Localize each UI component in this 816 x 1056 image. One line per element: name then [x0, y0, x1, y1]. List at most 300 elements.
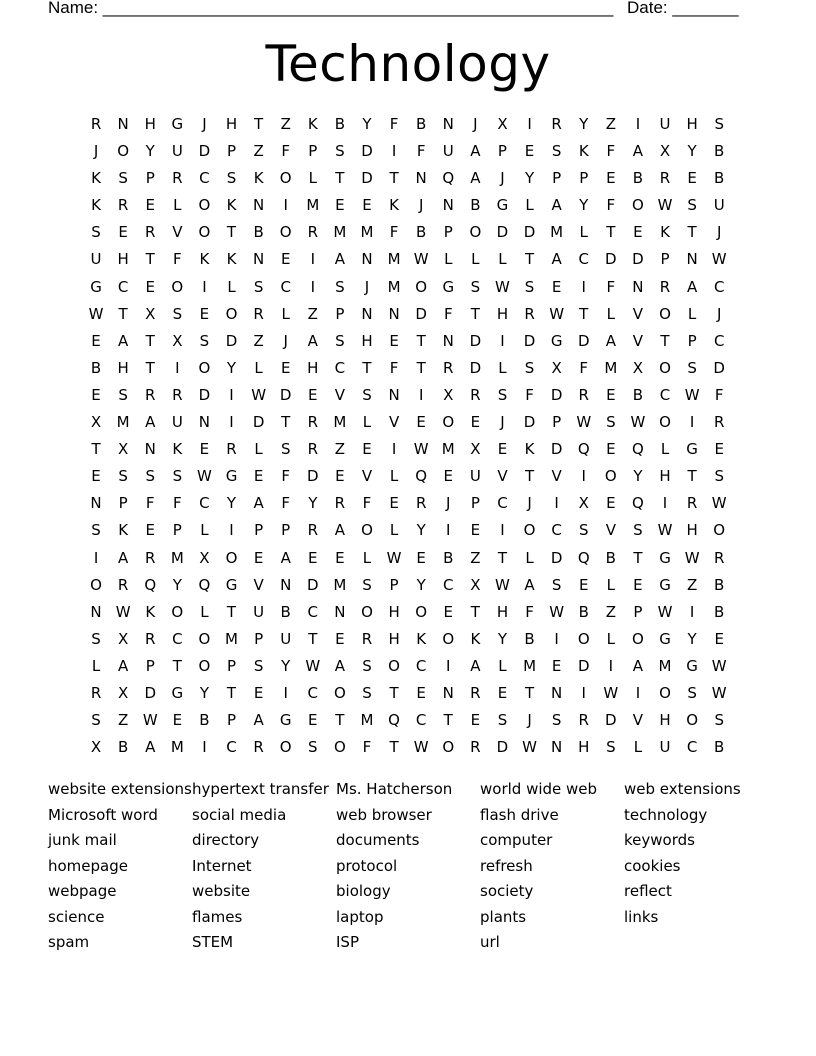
grid-letter[interactable]: N [361, 304, 374, 323]
grid-letter[interactable]: R [145, 223, 157, 242]
grid-letter[interactable]: F [389, 223, 400, 242]
grid-letter[interactable]: A [334, 250, 347, 269]
grid-letter[interactable]: I [229, 521, 235, 540]
grid-letter[interactable]: Y [416, 575, 427, 594]
grid-letter[interactable]: I [175, 358, 181, 377]
grid-letter[interactable]: D [550, 440, 564, 459]
grid-letter[interactable]: O [198, 656, 212, 675]
grid-letter[interactable]: D [144, 683, 158, 702]
grid-letter[interactable]: O [632, 196, 645, 215]
grid-letter[interactable]: W [657, 521, 674, 540]
grid-letter[interactable]: E [443, 602, 454, 621]
grid-letter[interactable]: L [200, 521, 210, 540]
grid-letter[interactable]: P [308, 142, 319, 161]
grid-letter[interactable]: J [283, 331, 289, 350]
grid-letter[interactable]: S [470, 277, 482, 296]
grid-letter[interactable]: O [333, 683, 347, 702]
grid-letter[interactable]: X [90, 738, 103, 757]
grid-letter[interactable]: L [362, 413, 373, 432]
grid-letter[interactable]: T [389, 738, 400, 757]
grid-letter[interactable]: J [500, 413, 506, 432]
grid-letter[interactable]: T [633, 548, 644, 567]
grid-letter[interactable]: L [606, 575, 616, 594]
grid-letter[interactable]: N [388, 304, 401, 323]
grid-letter[interactable]: N [442, 331, 455, 350]
grid-letter[interactable]: O [523, 521, 537, 540]
grid-letter[interactable]: E [335, 196, 346, 215]
grid-letter[interactable]: T [335, 169, 346, 188]
grid-letter[interactable]: C [226, 738, 238, 757]
grid-letter[interactable]: P [172, 521, 183, 540]
grid-letter[interactable]: D [415, 304, 428, 323]
grid-letter[interactable]: I [635, 683, 642, 702]
grid-letter[interactable]: H [578, 738, 591, 757]
grid-letter[interactable]: S [335, 142, 346, 161]
grid-letter[interactable]: T [226, 683, 238, 702]
grid-letter[interactable]: O [659, 683, 672, 702]
grid-letter[interactable]: O [198, 196, 212, 215]
grid-letter[interactable]: R [253, 304, 265, 323]
grid-letter[interactable]: P [443, 223, 454, 242]
grid-letter[interactable]: E [145, 277, 156, 296]
grid-letter[interactable]: E [308, 711, 319, 730]
grid-letter[interactable]: B [578, 602, 590, 621]
grid-letter[interactable]: O [198, 358, 212, 377]
grid-letter[interactable]: L [606, 629, 616, 648]
grid-letter[interactable]: O [361, 521, 374, 540]
grid-letter[interactable]: T [606, 223, 617, 242]
grid-letter[interactable]: S [687, 683, 698, 702]
grid-letter[interactable]: O [604, 467, 618, 486]
grid-letter[interactable]: V [605, 521, 617, 540]
grid-letter[interactable]: P [335, 304, 346, 323]
grid-letter[interactable]: R [145, 629, 157, 648]
grid-letter[interactable]: W [115, 602, 132, 621]
grid-letter[interactable]: S [687, 196, 698, 215]
grid-letter[interactable]: V [172, 223, 184, 242]
grid-letter[interactable]: K [524, 440, 536, 459]
grid-letter[interactable]: W [711, 656, 728, 675]
grid-letter[interactable]: G [686, 440, 699, 459]
grid-letter[interactable]: L [389, 467, 400, 486]
grid-letter[interactable]: N [388, 385, 401, 404]
grid-letter[interactable]: L [579, 223, 589, 242]
grid-letter[interactable]: M [333, 223, 348, 242]
grid-letter[interactable]: Q [632, 440, 645, 459]
grid-letter[interactable]: B [714, 602, 726, 621]
grid-letter[interactable]: O [171, 602, 185, 621]
grid-letter[interactable]: W [413, 250, 430, 269]
grid-letter[interactable]: W [576, 413, 593, 432]
grid-letter[interactable]: T [389, 683, 400, 702]
grid-letter[interactable]: B [334, 115, 347, 133]
grid-letter[interactable]: L [498, 656, 508, 675]
grid-letter[interactable]: M [170, 548, 185, 567]
grid-letter[interactable]: T [145, 358, 156, 377]
grid-letter[interactable]: E [524, 142, 536, 161]
grid-letter[interactable]: A [551, 196, 563, 215]
grid-letter[interactable]: E [253, 548, 265, 567]
grid-letter[interactable]: D [225, 331, 239, 350]
grid-letter[interactable]: E [443, 467, 454, 486]
grid-letter[interactable]: M [225, 629, 239, 648]
grid-letter[interactable]: J [500, 169, 506, 188]
grid-letter[interactable]: B [280, 602, 292, 621]
grid-letter[interactable]: K [253, 169, 265, 188]
grid-letter[interactable]: X [118, 683, 130, 702]
grid-letter[interactable]: R [659, 277, 672, 296]
grid-letter[interactable]: G [659, 629, 672, 648]
grid-letter[interactable]: S [714, 711, 725, 730]
grid-letter[interactable]: O [361, 602, 374, 621]
grid-letter[interactable]: R [117, 575, 130, 594]
grid-letter[interactable]: E [416, 548, 427, 567]
grid-letter[interactable]: E [389, 331, 400, 350]
grid-letter[interactable]: R [524, 304, 536, 323]
grid-letter[interactable]: E [606, 169, 617, 188]
grid-letter[interactable]: M [387, 277, 402, 296]
grid-letter[interactable]: B [253, 223, 265, 242]
grid-letter[interactable]: P [552, 413, 563, 432]
grid-letter[interactable]: S [362, 385, 373, 404]
grid-letter[interactable]: E [714, 629, 725, 648]
grid-letter[interactable]: D [632, 250, 645, 269]
grid-letter[interactable]: A [632, 142, 645, 161]
grid-letter[interactable]: M [360, 223, 375, 242]
grid-letter[interactable]: R [117, 196, 130, 215]
grid-letter[interactable]: J [93, 142, 100, 161]
grid-letter[interactable]: T [470, 304, 481, 323]
grid-letter[interactable]: I [581, 277, 587, 296]
grid-letter[interactable]: E [470, 521, 482, 540]
grid-letter[interactable]: B [443, 548, 455, 567]
grid-letter[interactable]: L [525, 548, 535, 567]
grid-letter[interactable]: W [711, 250, 728, 269]
grid-letter[interactable]: T [416, 358, 427, 377]
grid-letter[interactable]: N [415, 169, 428, 188]
grid-letter[interactable]: G [496, 196, 510, 215]
grid-letter[interactable]: O [171, 277, 185, 296]
grid-letter[interactable]: E [470, 413, 482, 432]
grid-letter[interactable]: M [550, 223, 565, 242]
grid-letter[interactable]: E [199, 304, 211, 323]
grid-letter[interactable]: B [714, 575, 726, 594]
grid-letter[interactable]: K [91, 169, 102, 188]
grid-letter[interactable]: A [145, 413, 157, 432]
grid-letter[interactable]: I [554, 629, 560, 648]
grid-letter[interactable]: Y [687, 142, 698, 161]
grid-letter[interactable]: F [173, 494, 183, 513]
grid-letter[interactable]: M [360, 711, 375, 730]
grid-letter[interactable]: E [497, 440, 509, 459]
grid-letter[interactable]: Z [253, 331, 265, 350]
grid-letter[interactable]: F [714, 385, 725, 404]
grid-letter[interactable]: R [226, 440, 238, 459]
grid-letter[interactable]: S [308, 738, 319, 757]
grid-letter[interactable]: T [362, 358, 373, 377]
grid-letter[interactable]: F [281, 494, 292, 513]
grid-letter[interactable]: N [686, 250, 699, 269]
grid-letter[interactable]: S [606, 738, 617, 757]
grid-letter[interactable]: X [118, 440, 130, 459]
grid-letter[interactable]: M [116, 413, 131, 432]
grid-letter[interactable]: W [522, 738, 538, 757]
grid-letter[interactable]: X [470, 440, 482, 459]
grid-letter[interactable]: O [577, 629, 591, 648]
grid-letter[interactable]: Z [686, 575, 699, 594]
grid-letter[interactable]: S [172, 304, 184, 323]
grid-letter[interactable]: O [279, 223, 293, 242]
grid-letter[interactable]: D [469, 358, 483, 377]
grid-letter[interactable]: X [497, 115, 509, 133]
grid-letter[interactable]: E [308, 548, 319, 567]
grid-letter[interactable]: W [684, 385, 701, 404]
grid-letter[interactable]: A [280, 548, 292, 567]
grid-letter[interactable]: L [525, 196, 535, 215]
grid-letter[interactable]: L [281, 304, 291, 323]
grid-letter[interactable]: Y [497, 629, 509, 648]
grid-letter[interactable]: S [118, 467, 129, 486]
grid-letter[interactable]: Z [253, 142, 265, 161]
grid-letter[interactable]: N [90, 602, 103, 621]
grid-letter[interactable]: R [334, 494, 347, 513]
grid-letter[interactable]: I [310, 250, 317, 269]
grid-letter[interactable]: I [391, 142, 398, 161]
grid-letter[interactable]: N [442, 115, 455, 133]
grid-letter[interactable]: O [659, 413, 672, 432]
grid-letter[interactable]: S [226, 169, 238, 188]
grid-letter[interactable]: W [413, 738, 430, 757]
grid-letter[interactable]: X [659, 142, 672, 161]
grid-letter[interactable]: G [442, 277, 456, 296]
grid-letter[interactable]: D [605, 711, 618, 730]
grid-letter[interactable]: Q [388, 711, 401, 730]
grid-letter[interactable]: T [145, 250, 156, 269]
grid-letter[interactable]: W [603, 683, 620, 702]
grid-letter[interactable]: L [308, 169, 318, 188]
grid-letter[interactable]: D [469, 331, 483, 350]
grid-letter[interactable]: W [386, 548, 403, 567]
grid-letter[interactable]: B [714, 169, 726, 188]
grid-letter[interactable]: I [310, 277, 317, 296]
grid-letter[interactable]: R [361, 629, 374, 648]
grid-letter[interactable]: D [523, 331, 537, 350]
grid-letter[interactable]: N [551, 738, 564, 757]
grid-letter[interactable]: P [660, 250, 671, 269]
grid-letter[interactable]: R [145, 385, 157, 404]
grid-letter[interactable]: T [281, 413, 292, 432]
grid-letter[interactable]: Y [524, 169, 536, 188]
grid-letter[interactable]: S [551, 142, 563, 161]
grid-letter[interactable]: C [415, 656, 428, 675]
grid-letter[interactable]: K [145, 602, 157, 621]
grid-letter[interactable]: A [307, 331, 319, 350]
grid-letter[interactable]: B [470, 196, 482, 215]
grid-letter[interactable]: B [416, 223, 428, 242]
grid-letter[interactable]: E [470, 711, 482, 730]
grid-letter[interactable]: Z [605, 602, 617, 621]
grid-letter[interactable]: C [659, 385, 672, 404]
grid-letter[interactable]: T [226, 223, 238, 242]
grid-letter[interactable]: E [362, 196, 373, 215]
grid-letter[interactable]: D [198, 142, 212, 161]
grid-letter[interactable]: R [551, 115, 563, 133]
grid-letter[interactable]: I [202, 277, 208, 296]
grid-letter[interactable]: M [604, 358, 619, 377]
grid-letter[interactable]: K [118, 521, 130, 540]
grid-letter[interactable]: K [172, 440, 184, 459]
grid-letter[interactable]: X [199, 548, 211, 567]
grid-letter[interactable]: F [579, 358, 590, 377]
grid-letter[interactable]: W [684, 548, 701, 567]
grid-letter[interactable]: Y [281, 656, 292, 675]
grid-letter[interactable]: G [225, 575, 239, 594]
grid-letter[interactable]: L [444, 250, 454, 269]
grid-letter[interactable]: P [145, 656, 156, 675]
grid-letter[interactable]: P [389, 575, 400, 594]
grid-letter[interactable]: S [172, 467, 184, 486]
grid-letter[interactable]: Z [118, 711, 130, 730]
grid-letter[interactable]: D [307, 467, 320, 486]
grid-letter[interactable]: P [226, 142, 238, 161]
grid-letter[interactable]: E [714, 440, 725, 459]
grid-letter[interactable]: Y [226, 494, 238, 513]
grid-letter[interactable]: I [229, 413, 235, 432]
grid-letter[interactable]: S [335, 277, 346, 296]
grid-letter[interactable]: T [497, 548, 509, 567]
grid-letter[interactable]: R [90, 683, 103, 702]
grid-letter[interactable]: H [496, 602, 510, 621]
grid-letter[interactable]: S [118, 385, 129, 404]
grid-letter[interactable]: B [90, 358, 103, 377]
grid-letter[interactable]: N [551, 683, 564, 702]
grid-letter[interactable]: S [524, 358, 536, 377]
grid-letter[interactable]: E [199, 440, 211, 459]
grid-letter[interactable]: I [283, 196, 289, 215]
grid-letter[interactable]: L [173, 196, 183, 215]
grid-letter[interactable]: L [687, 304, 698, 323]
grid-letter[interactable]: C [280, 277, 292, 296]
grid-letter[interactable]: H [361, 331, 374, 350]
grid-letter[interactable]: J [527, 711, 533, 730]
grid-letter[interactable]: P [226, 656, 238, 675]
grid-letter[interactable]: Y [226, 358, 238, 377]
grid-letter[interactable]: B [632, 169, 645, 188]
grid-letter[interactable]: T [524, 250, 536, 269]
grid-letter[interactable]: R [686, 494, 699, 513]
grid-letter[interactable]: D [523, 223, 537, 242]
grid-letter[interactable]: E [280, 250, 292, 269]
grid-letter[interactable]: E [118, 223, 129, 242]
grid-letter[interactable]: B [416, 115, 428, 133]
grid-letter[interactable]: S [91, 711, 102, 730]
grid-letter[interactable]: A [551, 250, 563, 269]
grid-letter[interactable]: Y [362, 115, 373, 133]
grid-letter[interactable]: R [307, 440, 320, 459]
grid-letter[interactable]: E [633, 223, 644, 242]
grid-letter[interactable]: L [254, 358, 264, 377]
grid-letter[interactable]: E [416, 413, 427, 432]
grid-letter[interactable]: R [578, 711, 590, 730]
grid-letter[interactable]: U [469, 467, 482, 486]
grid-letter[interactable]: I [554, 494, 560, 513]
grid-letter[interactable]: S [606, 413, 617, 432]
grid-letter[interactable]: W [657, 196, 674, 215]
grid-letter[interactable]: D [550, 548, 564, 567]
grid-letter[interactable]: D [361, 142, 374, 161]
grid-letter[interactable]: W [549, 304, 566, 323]
grid-letter[interactable]: O [713, 521, 727, 540]
grid-letter[interactable]: H [144, 115, 157, 133]
grid-letter[interactable]: P [552, 169, 563, 188]
grid-letter[interactable]: M [387, 250, 402, 269]
grid-letter[interactable]: S [551, 711, 563, 730]
grid-letter[interactable]: D [198, 385, 212, 404]
grid-letter[interactable]: T [687, 223, 698, 242]
grid-letter[interactable]: F [443, 304, 454, 323]
grid-letter[interactable]: X [632, 358, 645, 377]
grid-letter[interactable]: H [117, 250, 130, 269]
grid-letter[interactable]: S [199, 331, 211, 350]
grid-letter[interactable]: J [202, 115, 208, 133]
grid-letter[interactable]: E [551, 656, 563, 675]
grid-letter[interactable]: N [442, 196, 455, 215]
grid-letter[interactable]: U [659, 738, 672, 757]
grid-letter[interactable]: L [633, 738, 644, 757]
grid-letter[interactable]: K [578, 142, 590, 161]
grid-letter[interactable]: N [632, 277, 645, 296]
grid-letter[interactable]: R [307, 413, 320, 432]
grid-letter[interactable]: R [470, 683, 482, 702]
grid-letter[interactable]: H [659, 711, 672, 730]
grid-letter[interactable]: B [605, 548, 617, 567]
grid-letter[interactable]: F [416, 142, 427, 161]
grid-letter[interactable]: H [686, 115, 699, 133]
grid-letter[interactable]: L [606, 304, 616, 323]
grid-letter[interactable]: T [443, 711, 454, 730]
grid-letter[interactable]: W [251, 385, 268, 404]
grid-letter[interactable]: K [307, 115, 319, 133]
grid-letter[interactable]: M [170, 738, 185, 757]
grid-letter[interactable]: I [689, 602, 696, 621]
grid-letter[interactable]: U [171, 142, 184, 161]
grid-letter[interactable]: M [523, 656, 538, 675]
grid-letter[interactable]: T [687, 467, 698, 486]
grid-letter[interactable]: O [659, 358, 672, 377]
grid-letter[interactable]: E [308, 385, 319, 404]
grid-letter[interactable]: U [659, 115, 672, 133]
grid-letter[interactable]: W [711, 683, 728, 702]
grid-letter[interactable]: T [308, 629, 319, 648]
grid-letter[interactable]: B [714, 142, 726, 161]
grid-letter[interactable]: H [659, 467, 672, 486]
grid-letter[interactable]: D [279, 385, 293, 404]
grid-letter[interactable]: R [415, 494, 428, 513]
grid-letter[interactable]: A [118, 656, 130, 675]
grid-letter[interactable]: Q [577, 440, 591, 459]
grid-letter[interactable]: U [280, 629, 293, 648]
grid-letter[interactable]: Z [334, 440, 347, 459]
grid-letter[interactable]: K [470, 629, 482, 648]
grid-letter[interactable]: E [280, 358, 292, 377]
grid-letter[interactable]: K [199, 250, 211, 269]
grid-letter[interactable]: O [198, 629, 212, 648]
grid-letter[interactable]: Z [470, 548, 482, 567]
grid-letter[interactable]: N [442, 683, 455, 702]
grid-letter[interactable]: U [171, 413, 184, 432]
grid-letter[interactable]: C [551, 521, 563, 540]
grid-letter[interactable]: N [252, 250, 266, 269]
